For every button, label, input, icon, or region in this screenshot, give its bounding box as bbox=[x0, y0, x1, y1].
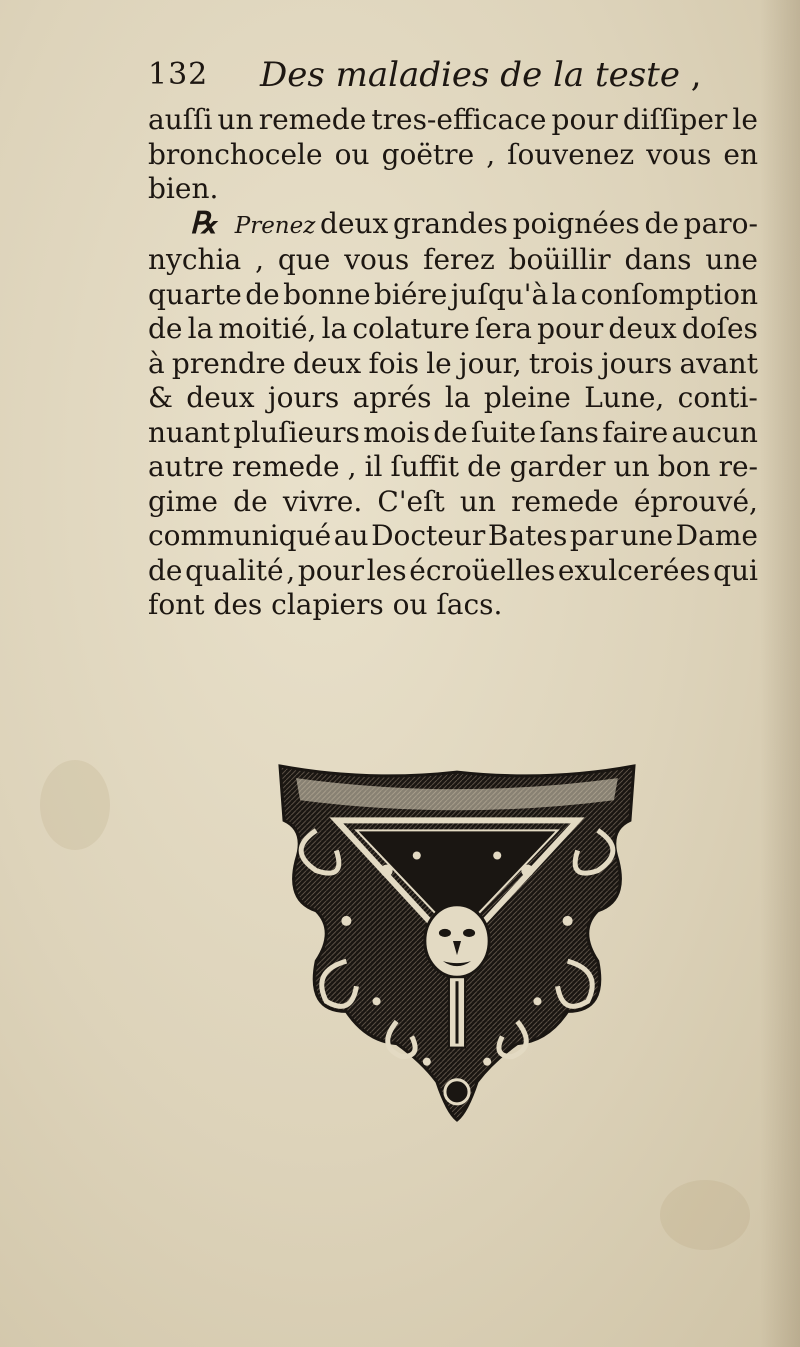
line-word: deux bbox=[186, 381, 255, 414]
line-word: re- bbox=[718, 450, 758, 483]
text-line bbox=[148, 485, 758, 520]
line-word: de bbox=[245, 277, 280, 311]
line-word: jours bbox=[600, 346, 673, 380]
page-header bbox=[148, 55, 758, 103]
line-word: dans bbox=[624, 243, 692, 276]
line-word: grandes bbox=[393, 206, 508, 240]
line-word: les bbox=[366, 553, 407, 587]
text-line bbox=[148, 172, 758, 207]
line-word: biére bbox=[373, 277, 448, 311]
line-word: remede bbox=[511, 484, 619, 518]
line-word: auſſi bbox=[148, 103, 213, 136]
text-line bbox=[148, 103, 758, 138]
rx-symbol: ℞ bbox=[190, 205, 217, 241]
paper-stain bbox=[40, 760, 110, 850]
line-word: vous bbox=[344, 243, 410, 276]
line-word: jours bbox=[267, 381, 340, 414]
line-word: remede bbox=[231, 450, 340, 483]
page-number: 132 bbox=[148, 57, 209, 92]
line-word: bonne bbox=[283, 277, 371, 311]
text-line bbox=[148, 138, 758, 173]
line-word: ſuite bbox=[471, 415, 537, 449]
line-word: bronchocele bbox=[148, 137, 323, 171]
text-line-final bbox=[148, 588, 758, 623]
line-word: Bates bbox=[487, 519, 568, 552]
line-word: vivre. bbox=[282, 484, 363, 518]
line-word: goëtre bbox=[381, 137, 475, 171]
line-word: C'eſt bbox=[377, 484, 445, 518]
line-word: gime bbox=[148, 484, 218, 518]
line-word: ſans bbox=[539, 415, 599, 449]
line-word: , bbox=[255, 243, 264, 276]
line-word: jour, bbox=[458, 346, 522, 380]
line-word: exulcerées bbox=[557, 553, 711, 587]
line-word: juſqu'à bbox=[450, 277, 549, 311]
line-word: avant bbox=[679, 346, 758, 380]
line-word: à bbox=[148, 346, 165, 380]
line-word: communiqué bbox=[148, 519, 332, 552]
line-word: aprés bbox=[352, 381, 432, 414]
line-word: garder bbox=[509, 450, 606, 483]
line-word: écroüelles bbox=[409, 553, 556, 587]
line-word: la bbox=[551, 277, 578, 311]
line-word: conſomption bbox=[580, 277, 758, 311]
line-word: ou bbox=[334, 137, 370, 171]
line-word: que bbox=[277, 243, 331, 276]
page-edge-shadow bbox=[760, 0, 800, 1347]
line-word: quarte bbox=[148, 277, 242, 311]
line-word: qui bbox=[713, 553, 758, 587]
line-word: autre bbox=[148, 450, 224, 483]
line-word: éprouvé, bbox=[633, 484, 758, 518]
line-word: mois bbox=[363, 415, 430, 449]
line-word: ferez bbox=[423, 243, 495, 276]
woodcut-tailpiece-ornament-icon bbox=[276, 760, 638, 1122]
line-word: pour bbox=[537, 312, 604, 345]
line-word: ſouvenez bbox=[507, 137, 635, 171]
line-word: au bbox=[333, 519, 369, 552]
line-word: diſſiper bbox=[622, 103, 728, 136]
text-line bbox=[148, 554, 758, 589]
recipe-first-line bbox=[148, 207, 758, 244]
recipe-opening bbox=[190, 207, 315, 244]
line-word: conti- bbox=[677, 381, 758, 414]
line-word: de bbox=[233, 484, 268, 518]
line-word: remede bbox=[258, 103, 367, 136]
line-word: par bbox=[569, 519, 618, 552]
running-head-title: Des maladies de la teste bbox=[260, 55, 680, 95]
line-word: fois bbox=[368, 346, 419, 380]
line-word: la bbox=[187, 312, 214, 345]
line-word: le bbox=[732, 103, 758, 136]
line-word: un bbox=[613, 450, 650, 483]
line-word: de bbox=[433, 415, 468, 449]
line-word: tres-efficace bbox=[371, 103, 547, 136]
line-word: colature bbox=[352, 312, 470, 345]
line-word: pleine bbox=[483, 381, 571, 414]
line-word: pour bbox=[297, 553, 365, 587]
text-line bbox=[148, 381, 758, 416]
line-word: un bbox=[459, 484, 496, 518]
line-word: deux bbox=[608, 312, 677, 345]
line-word: nuant bbox=[148, 415, 231, 449]
line-word: trois bbox=[528, 346, 594, 380]
running-head-punctuation: , bbox=[690, 55, 702, 95]
line-word: de bbox=[467, 450, 502, 483]
paper-stain bbox=[660, 1180, 750, 1250]
line-word: Docteur bbox=[371, 519, 486, 552]
line-word: paro- bbox=[683, 206, 758, 240]
text-line bbox=[148, 243, 758, 278]
final-line-text: font des clapiers ou ſacs. bbox=[148, 588, 503, 621]
line-word: en bbox=[723, 137, 758, 171]
line-word: pour bbox=[551, 103, 618, 136]
line-word: Dame bbox=[675, 519, 758, 552]
line-word: aucun bbox=[671, 415, 758, 449]
line-word: boüillir bbox=[508, 243, 611, 276]
line-word: de bbox=[148, 553, 183, 587]
line-word: poignées bbox=[512, 206, 640, 240]
line-word: la bbox=[321, 312, 348, 345]
line-word: , bbox=[347, 450, 357, 483]
line-word: doſes bbox=[681, 312, 758, 345]
line-word: nychia bbox=[148, 243, 242, 276]
line-word: & bbox=[148, 381, 173, 414]
line-word: pluſieurs bbox=[233, 415, 360, 449]
line-word: vous bbox=[646, 137, 712, 171]
line-word: faire bbox=[602, 415, 669, 449]
line-word: bon bbox=[657, 450, 711, 483]
line-word: un bbox=[217, 103, 254, 136]
text-line bbox=[148, 312, 758, 347]
text-line bbox=[148, 519, 758, 554]
line-word: ſuffit bbox=[390, 450, 460, 483]
line-word: il bbox=[364, 450, 383, 483]
text-line bbox=[148, 278, 758, 313]
paragraph-recipe bbox=[148, 243, 758, 588]
line-word: deux bbox=[320, 206, 389, 240]
line-word: bien. bbox=[148, 172, 219, 205]
line-word: le bbox=[426, 346, 452, 380]
text-line bbox=[148, 416, 758, 451]
text-line bbox=[148, 347, 758, 382]
text-line bbox=[148, 450, 758, 485]
prenez-word: Prenez bbox=[234, 212, 316, 239]
line-word: , bbox=[486, 137, 496, 171]
line-word: deux bbox=[292, 346, 362, 380]
line-word: Lune, bbox=[584, 381, 665, 414]
line-word: une bbox=[620, 519, 674, 552]
line-word: moitié, bbox=[218, 312, 317, 345]
running-head bbox=[260, 55, 702, 95]
line-word: qualité bbox=[185, 553, 284, 587]
line-word: une bbox=[705, 243, 758, 276]
line-word: ſera bbox=[474, 312, 532, 345]
line-word: prendre bbox=[171, 346, 286, 380]
line-word: , bbox=[286, 553, 296, 587]
paragraph-intro bbox=[148, 103, 758, 207]
body-text bbox=[148, 103, 758, 623]
line-word: de bbox=[644, 206, 679, 240]
line-word: de bbox=[148, 312, 183, 345]
line-word: la bbox=[444, 381, 471, 414]
